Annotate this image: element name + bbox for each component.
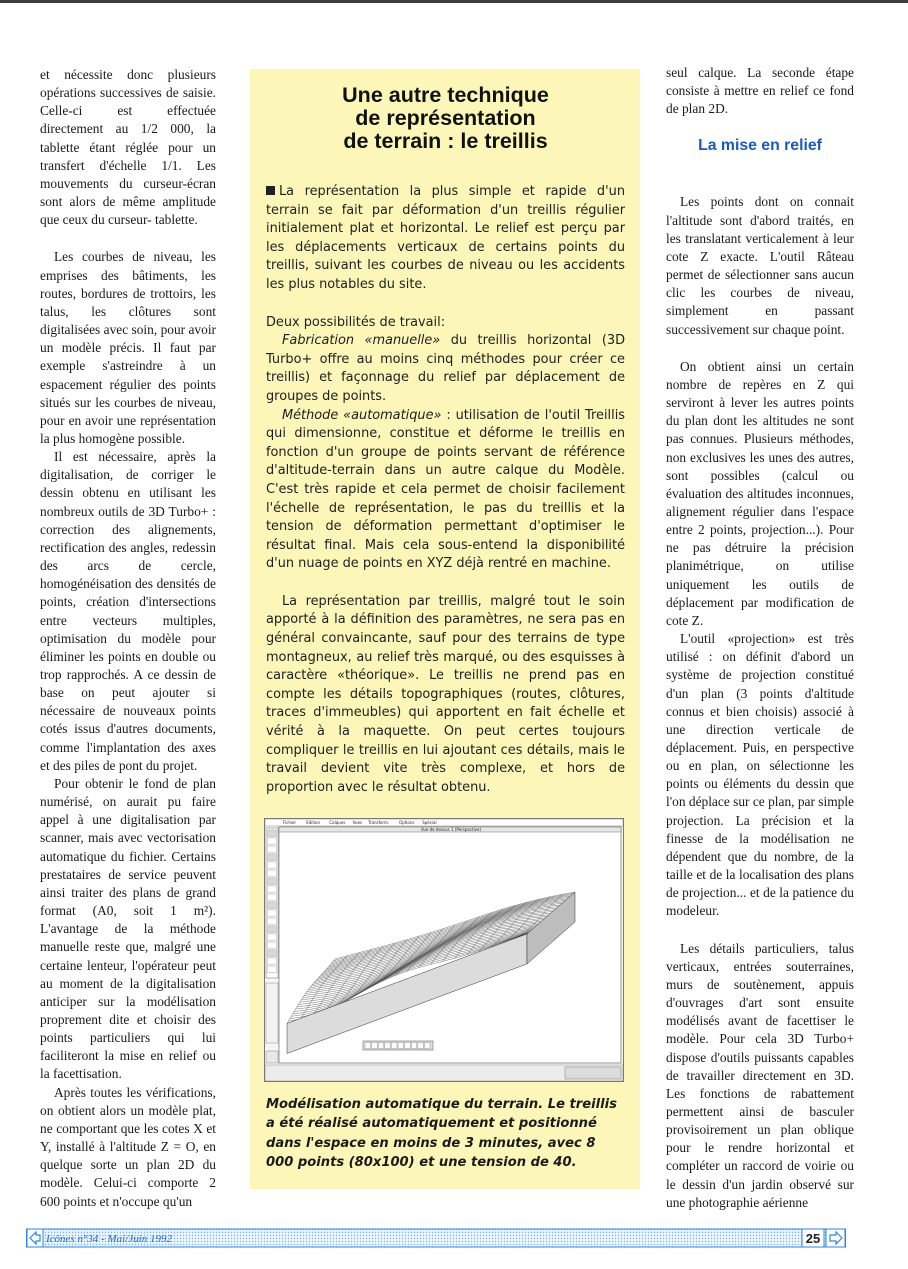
tool-cell-14 — [268, 942, 277, 949]
tool-cell-17 — [268, 966, 277, 973]
sidebar-title-line-3: de terrain : le treillis — [343, 129, 548, 153]
left-paragraph-4: Pour obtenir le fond de plan numérisé, on aurait pu faire appel à une digitalisation par scanner, mais avec vectorisation automatique du fichier. Certains prestataires de service peuvent ainsi traiter des plans de grand format (A0, soit 1 m²). L'avantage de la méthode manuelle reste que, malgré une certaine lenteur, l'opérateur peut au moment de la digitalisation anticiper sur la modélisation proprement dite et choisir des points particuliers qui lui faciliteront la mise en relief ou la facettisation. — [40, 775, 216, 1082]
menu-item-0: Fichier — [283, 820, 297, 826]
tool-cell-15 — [268, 950, 277, 957]
page-number: 25 — [805, 1231, 821, 1246]
right-column — [666, 64, 854, 1212]
footer-issue-text: Icônes n°34 - Mai/Juin 1992 — [46, 1233, 172, 1245]
sidebar-title — [266, 84, 625, 153]
menu-item-1: Edition — [306, 820, 321, 826]
palette-cell-3 — [385, 1043, 391, 1049]
terrain-screenshot-figure — [264, 818, 624, 1082]
sidebar-paragraph-1 — [266, 183, 625, 295]
tool-cell-10 — [268, 910, 277, 917]
menu-item-5: Options — [399, 820, 415, 826]
top-rule — [0, 0, 908, 3]
left-column — [40, 66, 216, 1211]
tool-cell-7 — [268, 886, 277, 893]
palette-cell-4 — [391, 1043, 397, 1049]
next-page-arrow-icon — [826, 1229, 845, 1247]
palette-cell-6 — [405, 1043, 411, 1049]
tool-cell-4 — [268, 862, 277, 869]
palette-cell-2 — [378, 1043, 384, 1049]
bullet-square-icon — [266, 186, 275, 195]
section-subheading: La mise en relief — [698, 137, 822, 154]
menu-item-4: Transform. — [368, 820, 390, 826]
left-paragraph-2: Les courbes de niveau, les emprises des bâtiments, les routes, bordures de trottoirs, les talus, les clôtures sont digitalisées avec soin, pour avoir un modèle précis. Il faut par exemple s'astreindre à un espacement régulier des points situés sur les courbes de niveau, pour en avoir une représentation la plus homogène possible. — [40, 249, 216, 446]
left-paragraph-5: Après toutes les vérifications, on obtient alors un modèle plat, ne comportant que les cotes X et Y, installé à l'altitude Z = O, en quelque sorte un plan 2D du modèle. Celui-ci comporte 2 600 points et n'occupe qu'un — [40, 1084, 216, 1209]
tool-cell-6 — [268, 878, 277, 885]
sidebar-paragraph-3: La représentation par treillis, malgré tout le soin apporté à la définition des paramètres, ne sera pas en général convaincante, sauf pour des terrains de type montagneux, au relief très marqué, ou des esquisses à caractère «théorique». Le treillis ne prend pas en compte les détails topographiques (routes, clôtures, traces d'immeubles) qui apportent en fait échelle et vérité à la maquette. On peut certes toujours compliquer le treillis en lui ajoutant ces détails, mais le travail devient vite très complexe, et hors de proportion avec le résultat obtenu. — [266, 593, 625, 795]
sidebar-paragraph-2-intro: Deux possibilités de travail: — [266, 314, 446, 330]
palette-cell-0 — [365, 1043, 371, 1049]
auto-label: Méthode «automatique» — [282, 407, 442, 423]
menu-item-3: Vues — [352, 820, 363, 826]
right-paragraph-4: Les détails particuliers, talus verticaux, entrées souterraines, murs de soutènement, appuis d'ouvrages d'art sont ensuite modélisés avant de facettiser le modèle. Pour cela 3D Turbo+ dispose d'outils puissants capables de travailler directement en 3D. Les fonctions de rabattement permettent ainsi de basculer provisoirement un plan oblique pour le rendre horizontal et compléter un raccord de voirie ou le dessin d'un jardin observé sur une photographie aérienne — [666, 940, 854, 1210]
tool-cell-16 — [268, 958, 277, 965]
palette-cell-9 — [424, 1043, 430, 1049]
window-title: Vue de dessus 1 (Perspective) — [420, 827, 482, 832]
tool-cell-0 — [268, 830, 277, 837]
footer-band — [26, 1228, 846, 1248]
palette-cell-7 — [411, 1043, 417, 1049]
tool-cell-1 — [268, 838, 277, 845]
tool-cell-11 — [268, 918, 277, 925]
sidebar-paragraph-auto — [266, 407, 625, 574]
previous-page-arrow-icon — [27, 1229, 43, 1247]
tool-cell-5 — [268, 870, 277, 877]
terrain-screenshot-image — [265, 819, 623, 1081]
tool-cell-13 — [268, 934, 277, 941]
figure-caption: Modélisation automatique du terrain. Le treillis a été réalisé automatiquement et positionné dans l'espace en moins de 3 minutes, avec 8 000 points (80x100) et une tension de 40. — [266, 1097, 617, 1171]
tool-cell-12 — [268, 926, 277, 933]
menu-item-2: Calques — [329, 820, 346, 826]
palette-cell-5 — [398, 1043, 404, 1049]
sidebar-title-line-1: Une autre technique — [342, 83, 549, 107]
tool-cell-9 — [268, 902, 277, 909]
sidebar-title-line-2: de représentation — [355, 106, 536, 130]
right-paragraph-2: On obtient ainsi un certain nombre de repères en Z qui serviront à lever les autres points du plan dont les altitudes ne sont pas connues. Plusieurs méthodes, non exclusives les unes des autres, sont possibles (calcul ou évaluation des altitudes inconnues, alignement régulier dans l'espace entre 2 points, projection...). Pour ne pas détruire la précision planimétrique, on utilise uniquement les outils de déplacement par modification de cote Z. — [666, 358, 854, 628]
left-paragraph-3: Il est nécessaire, après la digitalisation, de corriger le dessin obtenu en utilisant les nombreux outils de 3D Turbo+ : correction des alignements, rectification des angles, redessin des arcs de cercle, homogénéisation des densités de points, création d'intersections entre vecteurs multiples, optimisation du modèle pour éliminer les points en double ou trop rapprochés. A ce dessin de base on peut ajouter si nécessaire de nouveaux points cotés issus d'autres documents, comme l'implantation des axes et des piles de pont du projet. — [40, 449, 216, 773]
page-footer — [26, 1228, 846, 1248]
auto-text: : utilisation de l'outil Treillis qui dimensionne, constitue et déforme le treillis en fonction d'un groupe de points servant de référence d'altitude-terrain dans un autre calque du Modèle. C'est très rapide et cela permet de choisir facilement l'échelle de représentation, le pas du treillis et la tension de déformation permettant d'optimiser le résultat final. Mais cela sous-entend la disponibilité d'un nuage de points en XYZ déjà rentré en machine. — [266, 407, 626, 572]
right-paragraph-0: seul calque. La seconde étape consiste à mettre en relief ce fond de plan 2D. — [666, 65, 854, 117]
sidebar-paragraph-manual — [266, 332, 625, 406]
tool-cell-3 — [268, 854, 277, 861]
manual-text: du treillis horizontal (3D Turbo+ offre au moins cinq méthodes pour créer ce treillis) et façonnage du relief par déplacement de groupes de points. — [266, 333, 625, 404]
right-paragraph-3: L'outil «projection» est très utilisé : on définit d'abord un système de projection constitué d'un plan (3 points d'altitude connus et bien choisis) associé à une direction verticale de déplacement. Puis, en perspective ou en plan, on sélectionne les points ou éléments du dessin que l'on déplace sur ce plan, par simple projection. La précision et la finesse de la modélisation ne dépendent que du nombre, de la taille et de la localisation des plans de projection... et de la patience du modeleur. — [666, 631, 854, 919]
sidebar-paragraph-1-text: La représentation la plus simple et rapide d'un terrain se fait par déformation d'un treillis régulier initialement plat et horizontal. Le relief est perçu par les déplacements verticaux de certains points du treillis, suivant les courbes de niveau ou les accidents les plus notables du site. — [266, 184, 625, 292]
palette-cell-8 — [418, 1043, 424, 1049]
tool-cell-8 — [268, 894, 277, 901]
manual-label: Fabrication «manuelle» — [282, 333, 441, 349]
palette-cell-1 — [372, 1043, 378, 1049]
right-paragraph-1: Les points dont on connait l'altitude sont d'abord traités, en les translatant verticalement à leur cote Z exacte. L'outil Râteau permet de sélectionner sans aucun clic les courbes de niveau, simplement en passant successivement sur chaque point. — [666, 194, 854, 337]
menu-item-6: Spécial — [422, 820, 437, 826]
tool-cell-2 — [268, 846, 277, 853]
left-paragraph-1: et nécessite donc plusieurs opérations successives de saisie. Celle-ci est effectuée directement au 1/2 000, la tablette étant réglée pour un transfert d'échelle 1/1. Les mouvements du curseur-écran sont alors de même amplitude que ceux du curseur- tablette. — [40, 67, 216, 228]
